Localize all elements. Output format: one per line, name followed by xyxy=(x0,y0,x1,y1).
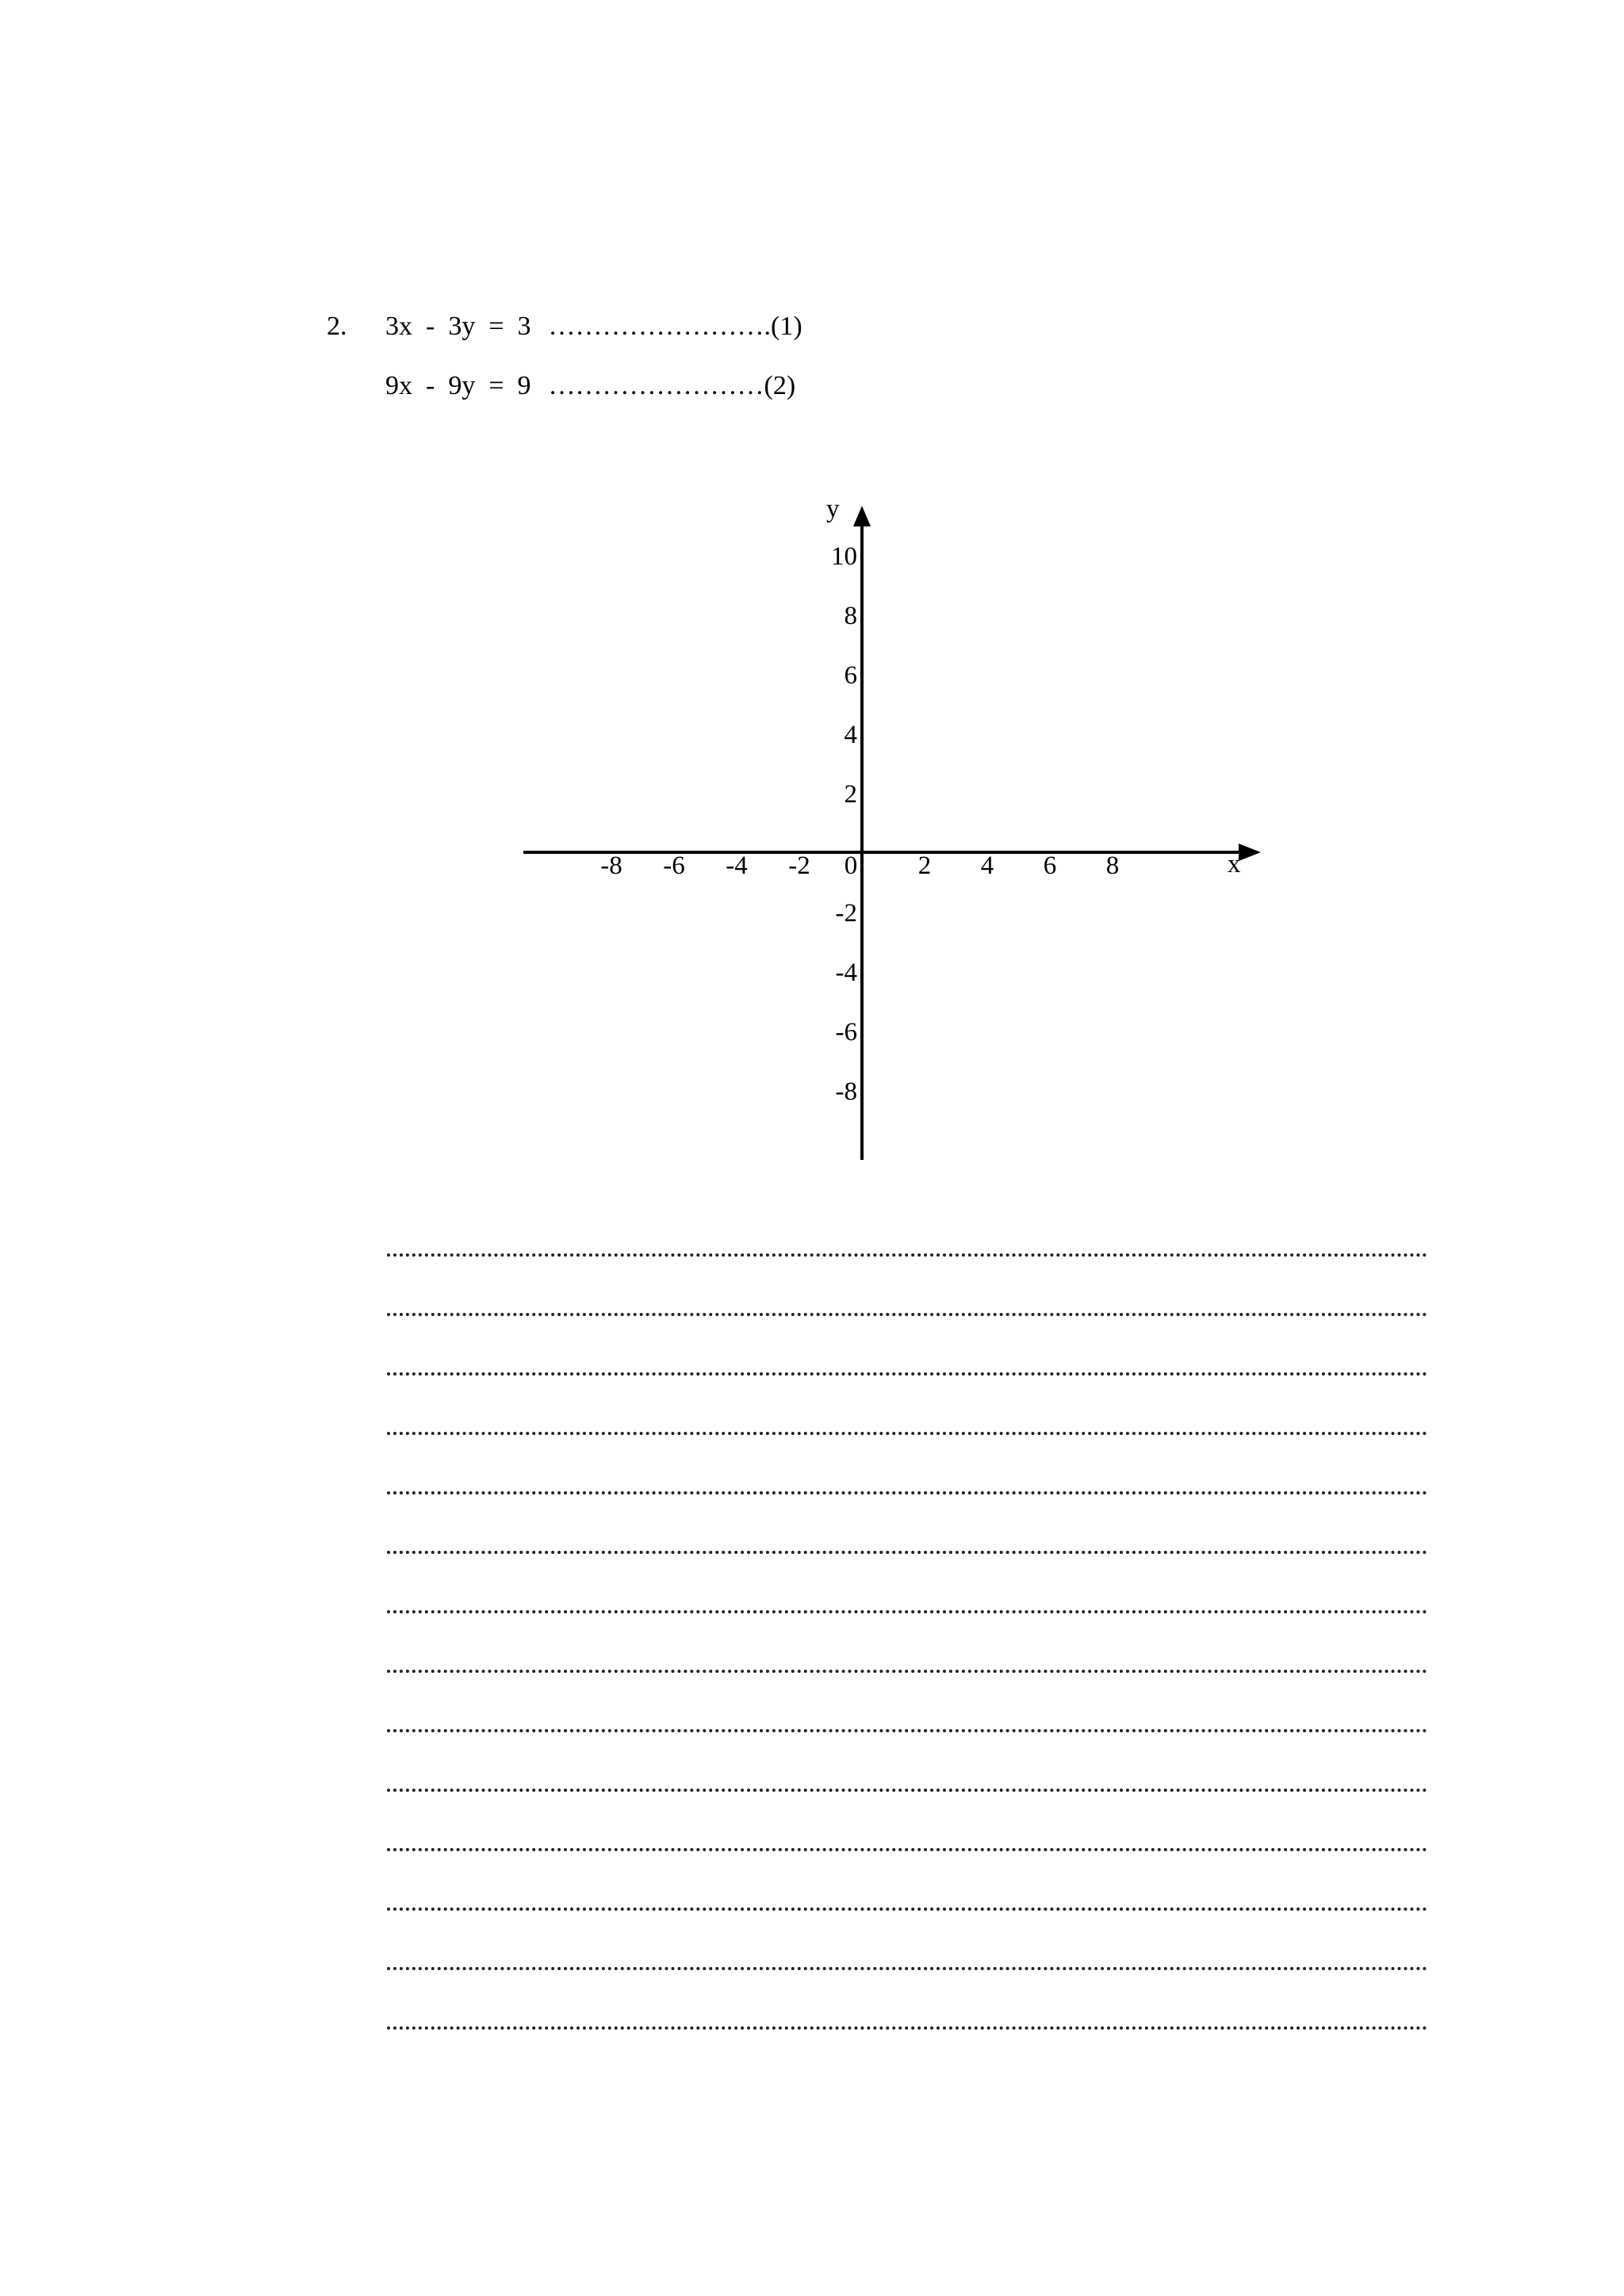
answer-line[interactable] xyxy=(387,1554,1427,1613)
y-axis-label: y xyxy=(826,495,840,523)
dotted-rule xyxy=(387,1536,1427,1554)
dotted-rule xyxy=(387,1239,1427,1257)
y-tick-label: -4 xyxy=(835,959,857,987)
dotted-rule xyxy=(387,1953,1427,1970)
x-axis-arrowhead xyxy=(1239,844,1261,861)
dotted-rule xyxy=(387,1834,1427,1851)
x-tick-label: 4 xyxy=(980,851,994,880)
x-tick-label: 0 xyxy=(844,851,858,880)
answer-line[interactable] xyxy=(387,1792,1427,1851)
dotted-rule xyxy=(387,1655,1427,1673)
x-axis-label: x xyxy=(1228,850,1241,878)
dotted-rule xyxy=(387,1477,1427,1494)
x-tick-label: -2 xyxy=(788,851,810,880)
answer-line[interactable] xyxy=(387,1911,1427,1970)
x-tick-label: 2 xyxy=(917,851,932,880)
y-axis-arrowhead xyxy=(853,506,871,526)
equation-1-text: 3x - 3y = 3 xyxy=(385,312,531,341)
x-tick-label: -4 xyxy=(726,851,748,880)
y-tick-label: 10 xyxy=(831,542,857,571)
answer-line[interactable] xyxy=(387,1970,1427,2030)
equation-2-leader: …………………… xyxy=(548,371,764,400)
answer-line[interactable] xyxy=(387,1673,1427,1732)
equation-2-tag: (2) xyxy=(764,371,796,400)
y-tick-label: -2 xyxy=(835,899,857,928)
dotted-rule xyxy=(387,1418,1427,1435)
dotted-rule xyxy=(387,1358,1427,1376)
y-tick-labels xyxy=(831,542,857,1106)
answer-line[interactable] xyxy=(387,1257,1427,1316)
answer-line[interactable] xyxy=(387,1613,1427,1673)
answer-line[interactable] xyxy=(387,1851,1427,1911)
answer-line[interactable] xyxy=(387,1732,1427,1792)
equation-1-leader: ……………………. xyxy=(548,312,771,341)
y-tick-label: 6 xyxy=(844,661,857,690)
x-tick-labels xyxy=(600,851,1119,880)
answer-line[interactable] xyxy=(387,1197,1427,1257)
dotted-rule xyxy=(387,1893,1427,1911)
answer-lines xyxy=(387,1197,1427,2030)
dotted-rule xyxy=(387,1715,1427,1732)
dotted-rule xyxy=(387,1596,1427,1613)
x-tick-label: -8 xyxy=(600,851,622,880)
y-tick-label: -6 xyxy=(835,1018,857,1047)
dotted-rule xyxy=(387,2012,1427,2030)
question-number: 2. xyxy=(327,312,347,341)
equation-2-text: 9x - 9y = 9 xyxy=(385,371,531,400)
answer-line[interactable] xyxy=(387,1316,1427,1376)
x-tick-label: 8 xyxy=(1105,851,1120,880)
y-tick-label: -8 xyxy=(835,1077,857,1106)
y-tick-label: 2 xyxy=(844,780,857,809)
answer-line[interactable] xyxy=(387,1435,1427,1494)
equation-1-tag: (1) xyxy=(771,312,802,341)
x-tick-label: 6 xyxy=(1043,851,1057,880)
dotted-rule xyxy=(387,1774,1427,1792)
answer-line[interactable] xyxy=(387,1376,1427,1435)
y-tick-label: 4 xyxy=(844,721,857,749)
answer-line[interactable] xyxy=(387,1494,1427,1554)
x-tick-label: -6 xyxy=(663,851,685,880)
dotted-rule xyxy=(387,1299,1427,1316)
y-tick-label: 8 xyxy=(844,602,857,630)
